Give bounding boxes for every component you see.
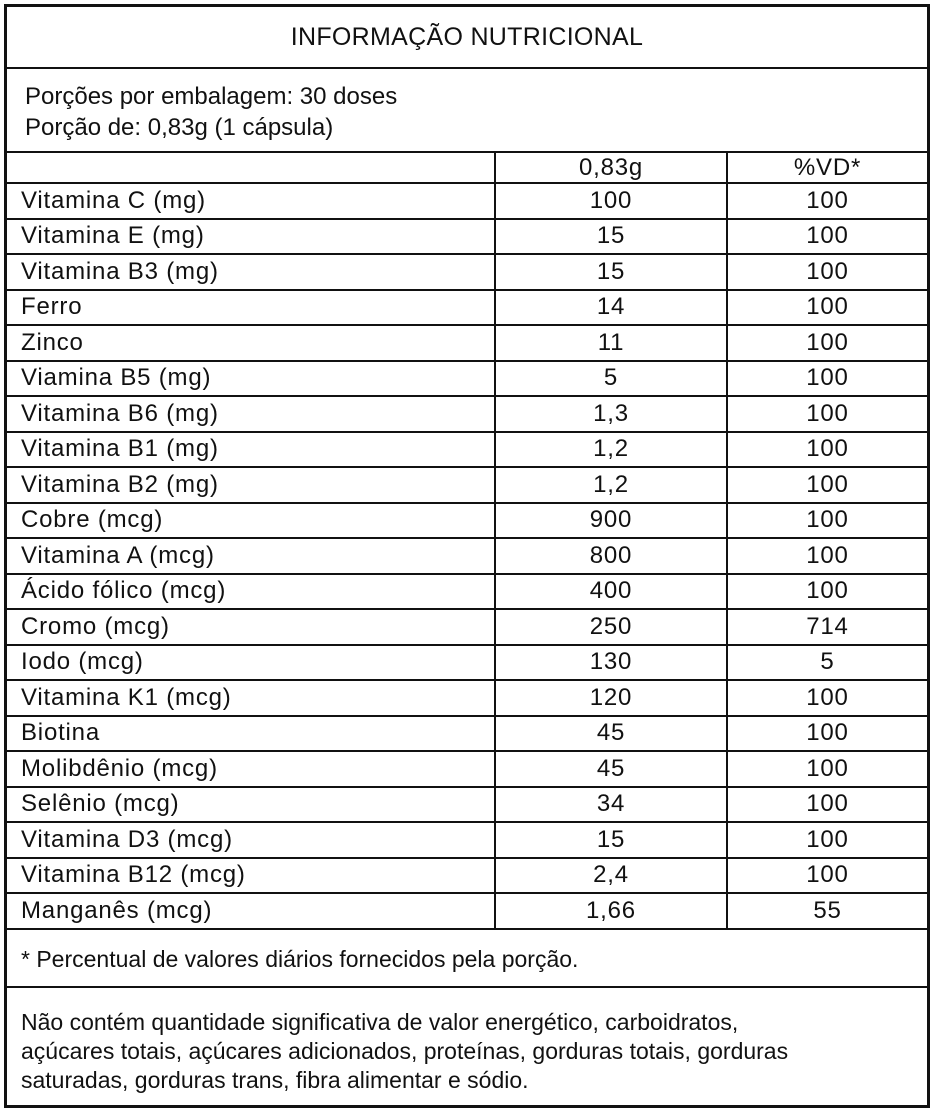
nutrient-amount: 34: [495, 787, 727, 823]
nutrient-name: Cromo (mcg): [7, 609, 495, 645]
nutrient-name: Cobre (mcg): [7, 503, 495, 539]
nutrient-name: Manganês (mcg): [7, 893, 495, 929]
header-amount: 0,83g: [495, 153, 727, 183]
nutrient-amount: 15: [495, 254, 727, 290]
nutrient-vd: 100: [727, 538, 927, 574]
portion-size: Porção de: 0,83g (1 cápsula): [25, 114, 334, 141]
nutrient-amount: 1,3: [495, 396, 727, 432]
nutrient-vd: 100: [727, 396, 927, 432]
nutrient-amount: 2,4: [495, 858, 727, 894]
nutrient-name: Vitamina B2 (mg): [7, 467, 495, 503]
nutrient-name: Vitamina D3 (mcg): [7, 822, 495, 858]
nutrient-amount: 5: [495, 361, 727, 397]
nutrient-vd: 100: [727, 290, 927, 326]
nutrient-vd: 100: [727, 467, 927, 503]
nutrient-name: Vitamina A (mcg): [7, 538, 495, 574]
disclaimer: [7, 988, 927, 1095]
table-row: [7, 751, 927, 787]
table-row: [7, 680, 927, 716]
table-header-row: [7, 153, 927, 183]
nutrient-vd: 100: [727, 361, 927, 397]
nutrient-vd: 100: [727, 219, 927, 255]
table-row: [7, 787, 927, 823]
nutrient-amount: 14: [495, 290, 727, 326]
nutrient-name: Vitamina B1 (mg): [7, 432, 495, 468]
nutrient-name: Molibdênio (mcg): [7, 751, 495, 787]
nutrient-vd: 100: [727, 183, 927, 219]
nutrient-vd: 100: [727, 503, 927, 539]
nutrient-name: Biotina: [7, 716, 495, 752]
nutrient-amount: 800: [495, 538, 727, 574]
nutrient-vd: 100: [727, 787, 927, 823]
table-row: [7, 361, 927, 397]
nutrient-amount: 15: [495, 822, 727, 858]
title-text: INFORMAÇÃO NUTRICIONAL: [290, 22, 644, 51]
table-row: [7, 574, 927, 610]
portions-per-package: Porções por embalagem: 30 doses: [25, 83, 398, 110]
disclaimer-line: açúcares totais, açúcares adicionados, proteínas, gorduras totais, gorduras: [21, 1037, 789, 1064]
table-row: [7, 822, 927, 858]
nutrient-vd: 100: [727, 574, 927, 610]
nutrient-amount: 11: [495, 325, 727, 361]
nutrient-amount: 100: [495, 183, 727, 219]
nutrient-name: Vitamina K1 (mcg): [7, 680, 495, 716]
table-row: [7, 325, 927, 361]
nutrient-amount: 400: [495, 574, 727, 610]
nutrient-name: Viamina B5 (mg): [7, 361, 495, 397]
footnote-text: * Percentual de valores diários fornecidos pela porção.: [21, 945, 579, 972]
nutrient-amount: 1,2: [495, 467, 727, 503]
nutrient-vd: 5: [727, 645, 927, 681]
table-row: [7, 538, 927, 574]
nutrient-vd: 100: [727, 254, 927, 290]
header-nutrient: [7, 153, 495, 183]
nutrient-amount: 45: [495, 716, 727, 752]
table-row: [7, 290, 927, 326]
nutrient-vd: 714: [727, 609, 927, 645]
nutrient-amount: 45: [495, 751, 727, 787]
nutrient-table: [7, 153, 927, 930]
nutrient-name: Zinco: [7, 325, 495, 361]
header-vd: %VD*: [727, 153, 927, 183]
nutrient-amount: 130: [495, 645, 727, 681]
nutrient-vd: 100: [727, 822, 927, 858]
nutrient-amount: 900: [495, 503, 727, 539]
table-row: [7, 183, 927, 219]
disclaimer-line: Não contém quantidade significativa de valor energético, carboidratos,: [21, 1008, 739, 1035]
nutrient-name: Iodo (mcg): [7, 645, 495, 681]
table-row: [7, 645, 927, 681]
table-row: [7, 609, 927, 645]
table-row: [7, 893, 927, 929]
nutrient-name: Vitamina B6 (mg): [7, 396, 495, 432]
nutrient-amount: 250: [495, 609, 727, 645]
table-row: [7, 396, 927, 432]
table-row: [7, 467, 927, 503]
disclaimer-line: saturadas, gorduras trans, fibra alimentar e sódio.: [21, 1066, 529, 1093]
label-title: [7, 7, 927, 69]
vd-footnote: [7, 930, 927, 988]
table-row: [7, 716, 927, 752]
nutrient-vd: 100: [727, 751, 927, 787]
table-row: [7, 503, 927, 539]
nutrient-amount: 1,2: [495, 432, 727, 468]
nutrient-name: Vitamina B3 (mg): [7, 254, 495, 290]
nutrient-name: Vitamina E (mg): [7, 219, 495, 255]
nutrient-name: Ferro: [7, 290, 495, 326]
nutrition-label: [4, 4, 930, 1108]
table-row: [7, 219, 927, 255]
table-row: [7, 254, 927, 290]
serving-info: [7, 69, 927, 153]
nutrient-amount: 15: [495, 219, 727, 255]
nutrient-vd: 55: [727, 893, 927, 929]
nutrient-name: Selênio (mcg): [7, 787, 495, 823]
nutrient-vd: 100: [727, 716, 927, 752]
nutrient-name: Vitamina B12 (mcg): [7, 858, 495, 894]
nutrient-name: Ácido fólico (mcg): [7, 574, 495, 610]
nutrient-vd: 100: [727, 680, 927, 716]
nutrient-amount: 120: [495, 680, 727, 716]
table-row: [7, 432, 927, 468]
nutrient-name: Vitamina C (mg): [7, 183, 495, 219]
nutrient-vd: 100: [727, 858, 927, 894]
nutrient-amount: 1,66: [495, 893, 727, 929]
nutrient-vd: 100: [727, 432, 927, 468]
nutrient-vd: 100: [727, 325, 927, 361]
table-row: [7, 858, 927, 894]
